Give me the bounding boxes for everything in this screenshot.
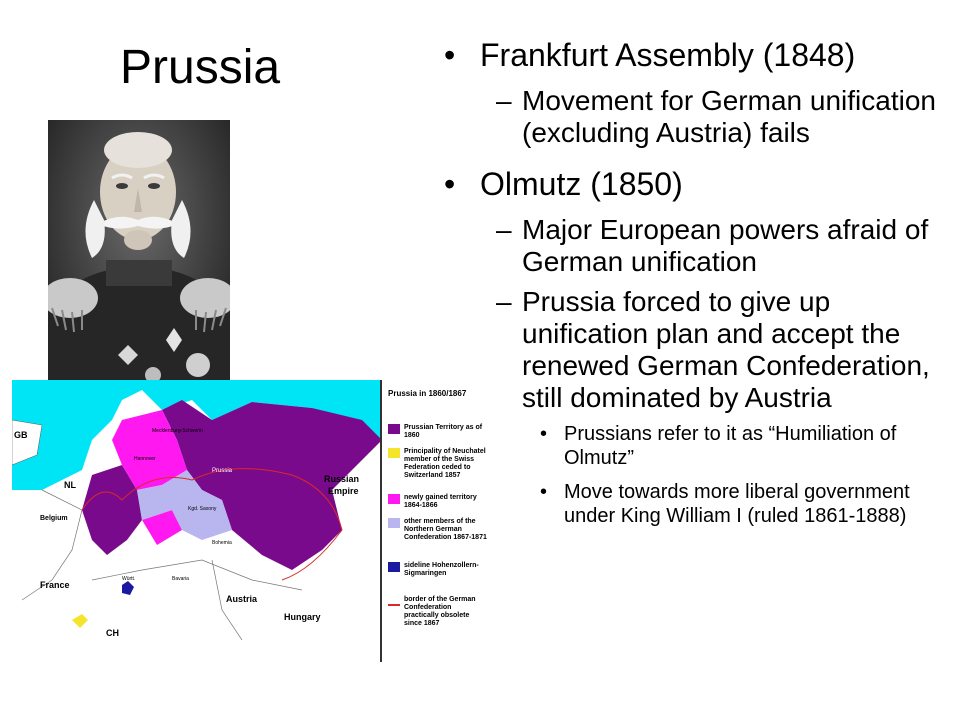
portrait-drawing	[48, 120, 230, 396]
legend-label: Prussian Territory as of 1860	[404, 424, 483, 439]
map-drawing	[12, 380, 382, 662]
bullet-text: Olmutz (1850)	[480, 166, 683, 202]
legend-label: newly gained territory 1864-1866	[404, 494, 477, 509]
legend-swatch	[388, 562, 400, 572]
bullet-marker: •	[540, 481, 548, 503]
legend-swatch	[388, 424, 400, 434]
bullet-marker: •	[444, 37, 456, 73]
legend-label: sideline Hohenzollern-Sigmaringen	[404, 562, 479, 577]
map-label-prussia: Prussia	[212, 468, 233, 474]
map-label-hannover: Hannover	[134, 456, 156, 462]
sub-bullet-item	[440, 214, 950, 278]
legend-swatch	[388, 596, 400, 606]
legend-swatch	[388, 448, 400, 458]
subsub-bullet-item	[440, 480, 950, 528]
map-label-empire: Empire	[328, 486, 359, 496]
bullet-text: Frankfurt Assembly (1848)	[480, 37, 856, 73]
map-label-mecklenburg: Mecklenburg-Schwerin	[152, 428, 203, 434]
sub-bullet-item	[440, 286, 950, 414]
map-label-gb: GB	[14, 430, 28, 440]
dash-marker: –	[496, 85, 512, 116]
bullet-item	[440, 36, 950, 75]
map-label-russian: Russian	[324, 474, 360, 484]
slide-title: Prussia	[120, 41, 281, 94]
map-label-austria: Austria	[226, 594, 258, 604]
map-label-belgium: Belgium	[40, 515, 68, 522]
dash-marker: –	[496, 214, 512, 245]
map-label-bohemia: Bohemia	[212, 540, 232, 546]
map-label-nl: NL	[64, 480, 76, 490]
legend-title: Prussia in 1860/1867	[388, 389, 467, 398]
legend-swatch	[388, 518, 400, 528]
map-label-bavaria: Bavaria	[172, 576, 189, 582]
subsub-bullet-text: Move towards more liberal government under King William I (ruled 1861-1888)	[564, 481, 910, 527]
prussia-map	[12, 380, 382, 662]
bullet-marker: •	[444, 166, 456, 202]
legend-label: border of the German Confederation practically obsolete since 1867	[404, 596, 476, 627]
bullet-list	[440, 36, 950, 538]
map-label-wurtt: Württ.	[122, 576, 136, 582]
portrait-image	[48, 120, 230, 396]
legend-label: Principality of Neuchatel member of the Swiss Federation ceded to Switzerland 1857	[404, 448, 486, 479]
subsub-bullet-item	[440, 422, 950, 470]
bullet-marker: •	[540, 423, 548, 445]
subsub-bullet-text: Prussians refer to it as “Humiliation of Olmutz”	[564, 423, 897, 469]
map-label-saxony: Kgd. Saxony	[188, 506, 217, 512]
dash-marker: –	[496, 286, 512, 317]
map-label-hungary: Hungary	[284, 612, 321, 622]
map-label-ch: CH	[106, 628, 119, 638]
sub-bullet-item	[440, 85, 950, 149]
sub-bullet-text: Movement for German unification (excluding Austria) fails	[522, 85, 936, 148]
bullet-item	[440, 165, 950, 204]
legend-label: other members of the Northern German Confederation 1867-1871	[404, 518, 487, 541]
legend-swatch	[388, 494, 400, 504]
sub-bullet-text: Major European powers afraid of German unification	[522, 214, 929, 277]
sub-bullet-text: Prussia forced to give up unification plan and accept the renewed German Confederation, still dominated by Austria	[522, 286, 930, 413]
map-label-france: France	[40, 580, 70, 590]
